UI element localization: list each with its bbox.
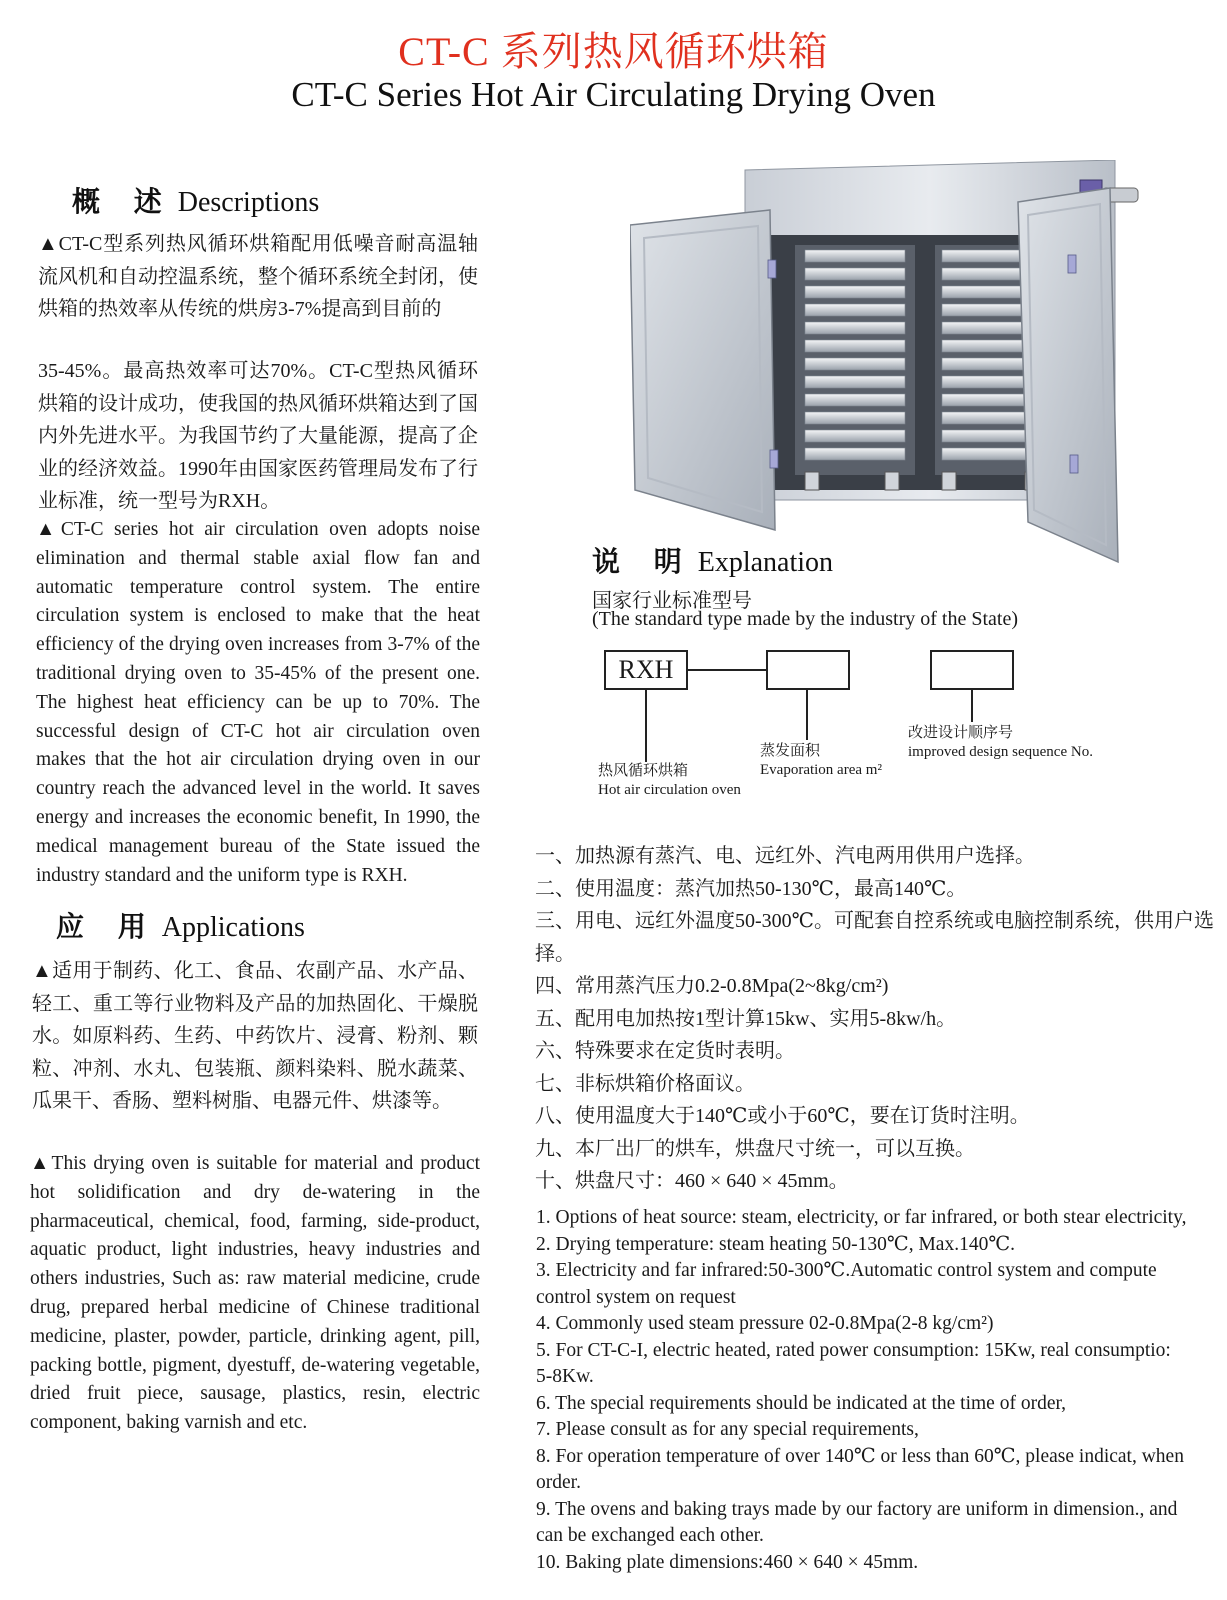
- oven-illustration: [630, 160, 1170, 580]
- diagram-label-3-en: improved design sequence No.: [908, 744, 1093, 760]
- page-title-en: CT-C Series Hot Air Circulating Drying Oven: [291, 75, 936, 114]
- descriptions-para-en: ▲CT-C series hot air circulation oven adopts noise elimination and thermal stable axial flow fan and automatic temperature control system. The entire circulation system is enclosed to make that the heat efficiency of the drying oven increases from 3-7% of the traditional drying oven to 35-45% of the present one. The highest heat efficiency can be up to 70%. The successful design of CT-C hot air circulation oven makes that the hot air circulation drying oven in our country reach the advanced level in the world. It saves energy and increases the economic benefit, In 1990, the medical management bureau of the State issued the industry standard and the uniform type is RXH.: [36, 519, 480, 886]
- specs-cn-item: 九、本厂出厂的烘车，烘盘尺寸统一，可以互换。: [535, 1137, 975, 1160]
- specs-cn-item: 三、用电、远红外温度50-300℃。可配套自控系统或电脑控制系统，供用户选择。: [535, 910, 1215, 965]
- specs-en-item: 3. Electricity and far infrared:50-300℃.Automatic control system and compute control system on request: [536, 1260, 1157, 1308]
- diagram-label-3-cn: 改进设计顺序号: [908, 725, 1014, 741]
- diagram-leader-3: [971, 690, 973, 722]
- explanation-heading-en: Explanation: [697, 547, 834, 578]
- specs-cn-item: 一、加热源有蒸汽、电、远红外、汽电两用供用户选择。: [535, 845, 1035, 867]
- diagram-label-1-en: Hot air circulation oven: [598, 782, 741, 798]
- specs-en-list: [536, 1205, 1190, 1576]
- diagram-label-3: [908, 724, 1093, 762]
- page-title-cn: CT-C 系列热风循环烘箱: [398, 29, 829, 74]
- specs-cn-item: 四、常用蒸汽压力0.2-0.8Mpa(2~8kg/cm²): [535, 975, 889, 997]
- diagram-box-sequence: [930, 650, 1014, 690]
- specs-en-item: 8. For operation temperature of over 140℃ or less than 60℃, please indicat, when order.: [536, 1445, 1184, 1493]
- descriptions-heading-en: Descriptions: [177, 187, 320, 218]
- diagram-label-1-cn: 热风循环烘箱: [598, 763, 689, 779]
- descriptions-heading-cn: 概 述: [72, 185, 174, 218]
- descriptions-para-cn-2: 35-45%。最高热效率可达70%。CT-C型热风循环烘箱的设计成功，使我国的热风循环烘箱达到了国内外先进水平。为我国节约了大量能源，提高了企业的经济效益。1990年由国家医药管理局发布了行业标准，统一型号为RXH。: [38, 360, 478, 512]
- specs-en-item: 10. Baking plate dimensions:460 × 640 × 45mm.: [536, 1551, 919, 1573]
- diagram-label-1: [598, 762, 741, 800]
- applications-para-en: ▲This drying oven is suitable for material and product hot solidification and dry de-watering in the pharmaceutical, chemical, food, farming, side-product, aquatic product, light industries, heavy industries and others industries, Such as: raw material medicine, crude drug, prepared herbal medicine of Chinese traditional medicine, plaster, powder, particle, drinking agent, pill, packing bottle, pigment, dyestuff, de-watering vegetable, dried fruit piece, sausage, plastics, resin, electric component, baking varnish and etc.: [30, 1153, 480, 1434]
- diagram-leader-2: [806, 690, 808, 740]
- explanation-heading-cn: 说 明: [592, 545, 694, 578]
- explanation-sub-en: (The standard type made by the industry of the State): [592, 608, 1018, 630]
- diagram-label-2-en: Evaporation area m²: [760, 762, 882, 778]
- explanation-sub-cn: 国家行业标准型号: [592, 590, 752, 612]
- diagram-label-2-cn: 蒸发面积: [760, 743, 821, 759]
- diagram-leader-1: [645, 690, 647, 762]
- specs-en-item: 4. Commonly used steam pressure 02-0.8Mpa(2-8 kg/cm²): [536, 1313, 994, 1334]
- diagram-box-rxh: RXH: [604, 650, 688, 690]
- specs-cn-item: 六、特殊要求在定货时表明。: [535, 1040, 795, 1062]
- applications-heading: [56, 905, 305, 945]
- explanation-heading: [592, 540, 833, 580]
- specs-cn-item: 五、配用电加热按1型计算15kw、实用5-8kw/h。: [535, 1007, 957, 1030]
- specs-en-item: 9. The ovens and baking trays made by our factory are uniform in dimension., and can be exchanged each other.: [536, 1498, 1178, 1546]
- specs-en-item: 2. Drying temperature: steam heating 50-130℃, Max.140℃.: [536, 1233, 1016, 1255]
- specs-cn-item: 十、烘盘尺寸：460 × 640 × 45mm。: [535, 1170, 849, 1192]
- specs-en-item: 7. Please consult as for any special requirements,: [536, 1419, 919, 1440]
- diagram-box-area: [766, 650, 850, 690]
- specs-en-item: 6. The special requirements should be indicated at the time of order,: [536, 1392, 1067, 1414]
- specs-cn-item: 七、非标烘箱价格面议。: [535, 1072, 755, 1095]
- applications-heading-en: Applications: [161, 912, 305, 943]
- descriptions-para-cn-1: ▲CT-C型系列热风循环烘箱配用低噪音耐高温轴流风机和自动控温系统，整个循环系统全封闭，使烘箱的热效率从传统的烘房3-7%提高到目前的: [38, 233, 478, 320]
- applications-heading-cn: 应 用: [56, 910, 158, 943]
- specs-cn-item: 八、使用温度大于140℃或小于60℃，要在订货时注明。: [535, 1105, 1030, 1127]
- diagram-label-2: [760, 742, 882, 780]
- specs-en-item: 1. Options of heat source: steam, electricity, or far infrared, or both stear electricity,: [536, 1207, 1187, 1228]
- specs-cn-list: [535, 840, 1215, 1198]
- specs-en-item: 5. For CT-C-I, electric heated, rated power consumption: 15Kw, real consumptio: 5-8Kw.: [536, 1339, 1171, 1387]
- diagram-connector: [688, 669, 766, 671]
- applications-para-cn: ▲适用于制药、化工、食品、农副产品、水产品、轻工、重工等行业物料及产品的加热固化、干燥脱水。如原料药、生药、中药饮片、浸膏、粉剂、颗粒、冲剂、水丸、包装瓶、颜料染料、脱水蔬菜、瓜果干、香肠、塑料树脂、电器元件、烘漆等。: [32, 960, 478, 1112]
- descriptions-heading: [72, 180, 319, 220]
- specs-cn-item: 二、使用温度：蒸汽加热50-130℃，最高140℃。: [535, 877, 967, 900]
